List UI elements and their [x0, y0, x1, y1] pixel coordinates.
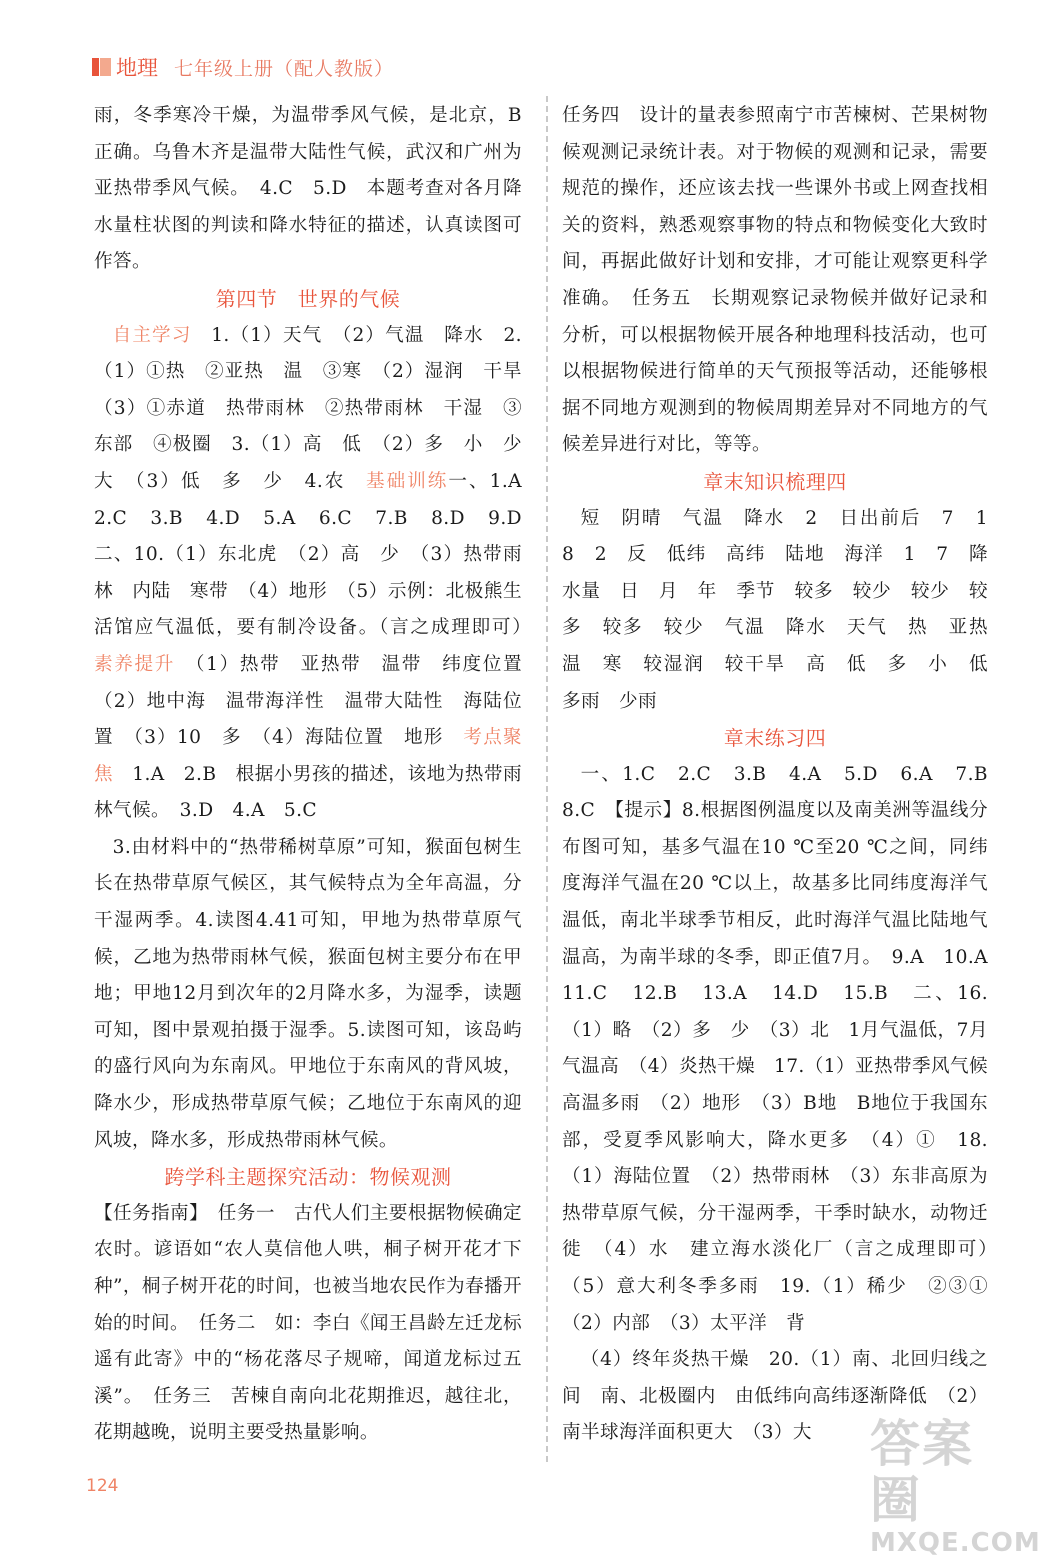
paragraph: 一、1.C 2.C 3.B 4.A 5.D 6.A 7.B 8.C 【提示】8.根据图例温度以及南美洲等温线分布图可知，基多气温在10 ℃至20 ℃之间，同纬度海洋气温在20 ℃以上，故基多比同纬度海洋气温低，南北半球季节相反，此时海洋气温比陆地气温高，为南半球的冬季，即正值7月。 9.A 10.A 11.C 12.B 13.A 14.D 15.B 二、16.（1）略 （2）多 少 （3）北 1月气温低，7月气温高 （4）炎热干燥 17.（1）亚热带季风气候 高温多雨 （2）地形 （3）B地 B地位于我国东部，受夏季风影响大，降水更多 （4）① 18.（1）海陆位置 （2）热带雨林 （3）东非高原为热带草原气候，分干湿两季，干季时缺水，动物迁徙 （4）水 建立海水淡化厂（言之成理即可） （5）意大利冬季多雨 19.（1）稀少 ②③① （2）内部 （3）太平洋 背	[562, 763, 1007, 1334]
answer-text: 一、1.A 2.C 3.B 4.D 5.A 6.C 7.B 8.D 9.D 二、10.（1）东北虎 （2）高 少 （3）热带雨林 内陆 寒带 （4）地形 （5）示例：北极熊生活馆应气温低，要有制冷设备。（言之成理即可）	[94, 470, 542, 639]
section-heading: 章末知识梳理四	[703, 469, 847, 494]
section-heading: 章末练习四	[723, 726, 827, 751]
watermark-url: MXQE.COM	[870, 1528, 1041, 1558]
subject-title: 地理	[116, 56, 158, 80]
section-tag: 考点聚焦	[94, 727, 523, 785]
paragraph: 短 阴晴 气温 降水 2 日出前后 7 1 8 2 反 低纬 高纬 陆地 海洋 1 7 降水量 日 月 年 季节 较多 较少 较少 较多 较多 较少 气温 降水 天气 热 亚热 温 寒 较湿润 较干旱 高 低 多 小 低 多雨 少雨	[562, 507, 1007, 712]
section-heading: 第四节 世界的气候	[215, 286, 401, 311]
paragraph: 任务四 设计的量表参照南宁市苦楝树、芒果树物候观测记录统计表。对于物候的观测和记录，需要规范的操作，还应该去找一些课外书或上网查找相关的资料，熟悉观察事物的特点和物候变化大致时间，再据此做好计划和安排，才可能让观察更科学准确。 任务五 长期观察记录物候并做好记录和分析，可以根据物候开展各种地理科技活动，也可以根据物候进行简单的天气预报等活动，还能够根据不同地方观测到的物候周期差异对不同地方的气候差异进行对比，等等。	[562, 105, 988, 456]
paragraph: （4）终年炎热干燥 20.（1）南、北回归线之间 南、北极圈内 由低纬向高纬逐渐降低 （2）南半球海洋面积更大 （3）大	[562, 1349, 988, 1444]
section-tag: 自主学习	[112, 324, 192, 346]
section-tag: 基础训练	[365, 470, 449, 492]
page-number: 124	[86, 1476, 119, 1496]
grade-title: 七年级上册（配人教版）	[174, 57, 395, 80]
section-heading: 跨学科主题探究活动：物候观测	[164, 1165, 452, 1190]
answer-text: （1）热带 亚热带 温带 纬度位置 （2）地中海 温带海洋性 温带大陆性 海陆位置 （3）10 多 （4）海陆位置 地形	[94, 653, 541, 749]
answer-text: 1.（1）天气 （2）气温 降水 2.（1）①热 ②亚热 温 ③寒 （2）湿润 干旱 （3）①赤道 热带雨林 ②热带雨林 干湿 ③东部 ④极圈 3.（1）高 低 （2）多 小 少 大 （3）低 多 少 4.农	[94, 324, 541, 492]
answer-text: 1.A 2.B 根据小男孩的描述，该地为热带雨林气候。 3.D 4.A 5.C	[94, 763, 522, 822]
book-logo-icon	[92, 56, 112, 78]
section-tag: 素养提升	[94, 653, 175, 675]
paragraph: 雨，冬季寒冷干燥，为温带季风气候，是北京，B正确。乌鲁木齐是温带大陆性气候，武汉和广州为亚热带季风气候。 4.C 5.D 本题考查对各月降水量柱状图的判读和降水特征的描述，认真读图可作答。	[94, 105, 522, 273]
column-divider	[546, 96, 548, 1462]
page-header	[92, 52, 394, 82]
paragraph: 【任务指南】 任务一 古代人们主要根据物候确定农时。谚语如“农人莫信他人哄，桐子树开花才下种”，桐子树开花的时间，也被当地农民作为春播开始的时间。 任务二 如：李白《闻王昌龄左迁龙标遥有此寄》中的“杨花落尽子规啼，闻道龙标过五溪”。 任务三 苦楝自南向北花期推迟，越往北，花期越晚，说明主要受热量影响。	[94, 1202, 522, 1444]
watermark-title: 答案圈	[870, 1415, 974, 1529]
right-column	[562, 98, 1007, 1452]
paragraph: 3.由材料中的“热带稀树草原”可知，猴面包树生长在热带草原气候区，其气候特点为全年高温，分干湿两季。4.读图4.41可知，甲地为热带草原气候，乙地为热带雨林气候，猴面包树主要分布在甲地；甲地12月到次年的2月降水多，为湿季，读题可知，图中景观拍摄于湿季。5.读图可知，该岛屿的盛行风向为东南风。甲地位于东南风的背风坡，降水少，形成热带草原气候；乙地位于东南风的迎风坡，降水多，形成热带雨林气候。	[94, 836, 522, 1151]
watermark-logo	[870, 1415, 1041, 1558]
left-column	[94, 98, 542, 1452]
paragraph	[94, 318, 542, 830]
